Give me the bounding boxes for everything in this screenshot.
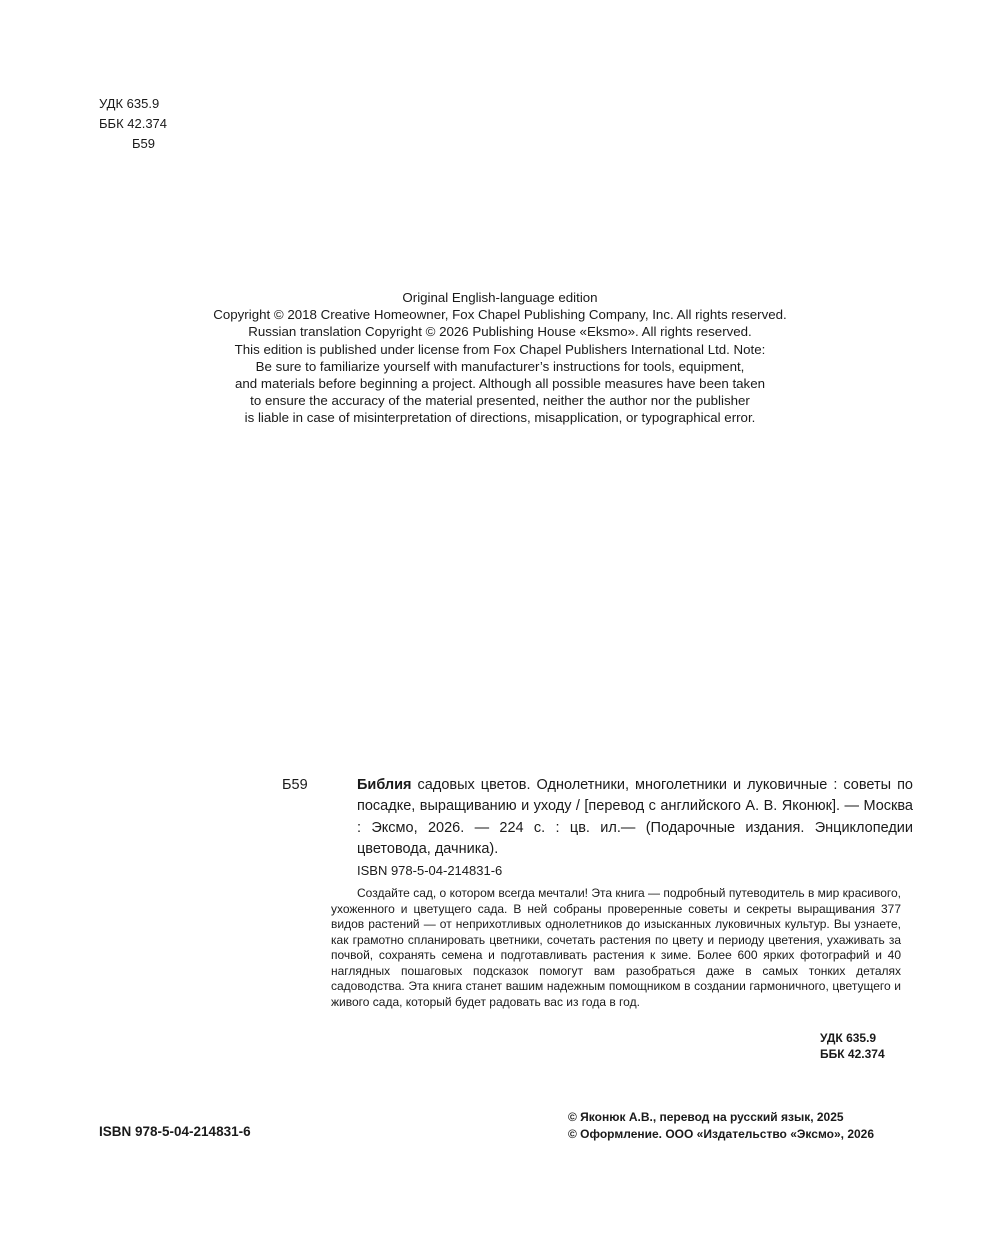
english-line: to ensure the accuracy of the material presented, neither the author nor the publisher xyxy=(250,393,750,409)
russian-copyrights xyxy=(568,1109,874,1143)
udk-code: УДК 635.9 xyxy=(99,96,160,111)
author-mark: Б59 xyxy=(132,136,155,151)
annotation-text: Создайте сад, о котором всегда мечтали! Эта книга — подробный путеводитель в мир красивого, ухоженного и цветущего сада. В ней собраны проверенные советы и секреты выращивания 377 видов растений — от неприхотливых однолетников до изысканных луковичных культур. Вы узнаете, как грамотно спланировать цветники, сочетать растения по цвету и периоду цветения, ухаживать за почвой, сохранять семена и подготавливать растения к зиме. Более 600 ярких фотографий и 40 наглядных пошаговых подсказок помогут вам разобраться даже в самых тонких деталях садоводства. Эта книга станет вашим надежным помощником в создании гармоничного, цветущего и живого сада, который будет радовать вас из года в год. xyxy=(331,886,901,1009)
copyright-design: © Оформление. ООО «Издательство «Эксмо», 2026 xyxy=(568,1127,875,1141)
english-line: Original English-language edition xyxy=(402,290,598,305)
english-line: and materials before beginning a project. Although all possible measures have been taken xyxy=(234,376,765,392)
footer-isbn: ISBN 978-5-04-214831-6 xyxy=(99,1124,251,1139)
copyright-translation: © Яконюк А.В., перевод на русский язык, 2025 xyxy=(568,1110,844,1124)
catalog-title: Библия xyxy=(357,777,412,793)
catalog-description xyxy=(357,775,913,861)
english-line: is liable in case of misinterpretation of directions, misapplication, or typographical error. xyxy=(244,410,756,426)
english-edition-notice xyxy=(0,289,1000,427)
bbk-code: ББК 42.374 xyxy=(99,116,168,131)
english-line: Russian translation Copyright © 2026 Publishing House «Eksmo». All rights reserved. xyxy=(248,324,752,340)
english-line: This edition is published under license from Fox Chapel Publishers International Ltd. Note: xyxy=(234,341,766,357)
udk-code: УДК 635.9 xyxy=(820,1031,877,1045)
catalog-description-text: садовых цветов. Однолетники, многолетники и луковичные : советы по посадке, выращиванию и уходу / [перевод с английского А. В. Яконюк]. — Москва : Эксмо, 2026. — 224 с. : цв. ил.— (Подарочные издания. Энциклопедии цветовода, дачника). xyxy=(357,777,913,858)
english-line: Be sure to familiarize yourself with manufacturer’s instructions for tools, equipment, xyxy=(255,358,745,374)
classification-codes-card xyxy=(820,1030,885,1062)
english-line: Copyright © 2018 Creative Homeowner, Fox Chapel Publishing Company, Inc. All rights reserved. xyxy=(213,307,787,323)
classification-codes-top xyxy=(99,94,167,154)
catalog-isbn: ISBN 978-5-04-214831-6 xyxy=(357,863,503,878)
catalog-author-mark: Б59 xyxy=(282,777,308,793)
bbk-code: ББК 42.374 xyxy=(820,1047,885,1061)
